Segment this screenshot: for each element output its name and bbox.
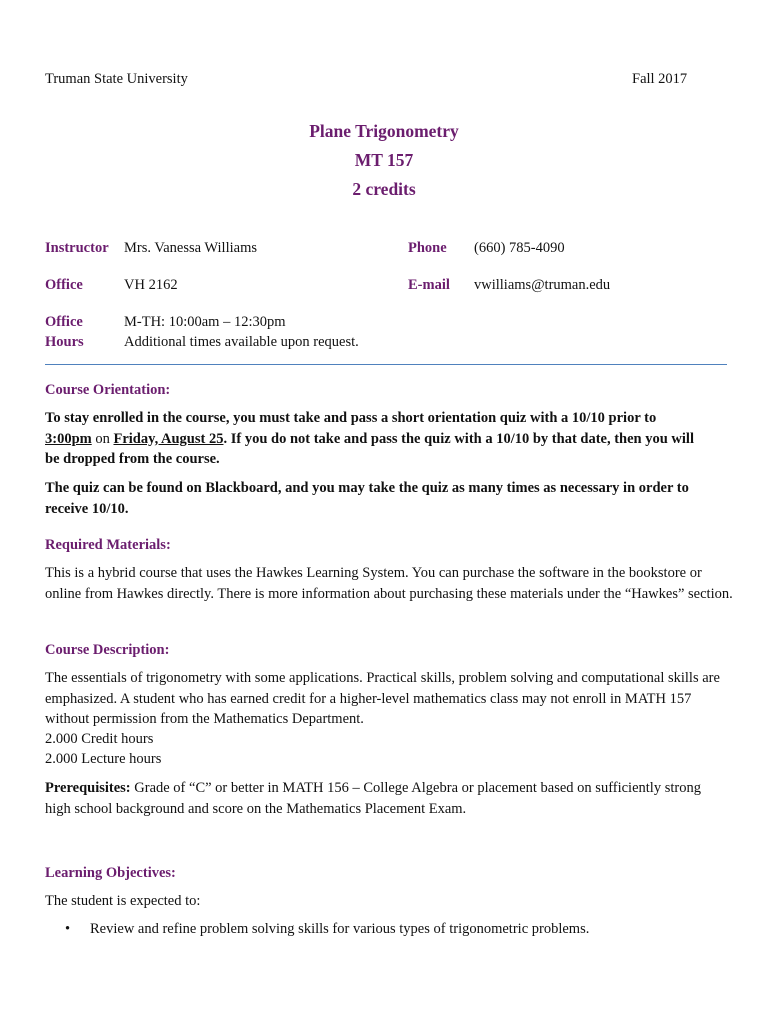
office-hours-value: M-TH: 10:00am – 12:30pm <box>124 314 286 330</box>
term-label: Fall 2017 <box>632 71 688 87</box>
course-code: MT 157 <box>354 150 414 170</box>
objectives-list <box>45 919 725 940</box>
office-hours-note: Additional times available upon request. <box>124 334 359 350</box>
orientation-paragraph-2: The quiz can be found on Blackboard, and you may take the quiz as many times as necessary in order to receive 10/10. <box>45 480 689 517</box>
bullet-icon: • <box>65 921 71 937</box>
orientation-paragraph-1 <box>45 408 735 470</box>
office-value: VH 2162 <box>124 277 178 293</box>
institution-name: Truman State University <box>45 71 188 87</box>
lecture-hours: 2.000 Lecture hours <box>45 751 162 767</box>
deadline-date: Friday, August 25 <box>113 430 224 447</box>
objectives-heading: Learning Objectives: <box>45 865 176 881</box>
course-title: Plane Trigonometry <box>309 121 459 141</box>
orientation-line-1: To stay enrolled in the course, you must take and pass a short orientation quiz with a 10/10 prior to <box>45 410 657 426</box>
course-title-block <box>0 117 768 204</box>
objectives-intro: The student is expected to: <box>45 893 201 909</box>
phone-label: Phone <box>408 240 447 256</box>
course-credits: 2 credits <box>352 179 416 199</box>
materials-heading: Required Materials: <box>45 537 171 553</box>
prerequisites <box>45 778 720 819</box>
prerequisites-label: Prerequisites: <box>45 780 131 796</box>
office-label: Office <box>45 277 83 293</box>
office-hours-label-line2: Hours <box>45 334 84 350</box>
instructor-value: Mrs. Vanessa Williams <box>124 240 257 256</box>
instructor-label: Instructor <box>45 240 109 256</box>
phone-value: (660) 785-4090 <box>474 240 565 256</box>
section-divider <box>45 364 727 365</box>
description-text: The essentials of trigonometry with some applications. Practical skills, problem solving and computational skills are emphasized. A student who has earned credit for a higher-level mathematics class may not enroll in MATH 157 without permission from the Mathematics Department. <box>45 670 720 727</box>
email-label: E-mail <box>408 277 450 293</box>
orientation-line-3: be dropped from the course. <box>45 451 220 467</box>
orientation-line-2-rest: . If you do not take and pass the quiz with a 10/10 by that date, then you will <box>223 430 694 447</box>
email-value[interactable]: vwilliams@truman.edu <box>474 277 611 293</box>
office-hours-label-line1: Office <box>45 314 83 330</box>
deadline-time: 3:00pm <box>45 430 92 447</box>
prerequisites-text: Grade of “C” or better in MATH 156 – College Algebra or placement based on sufficiently strong high school background and score on the Mathematics Placement Exam. <box>45 780 701 817</box>
orientation-heading: Course Orientation: <box>45 382 171 398</box>
description-heading: Course Description: <box>45 642 170 658</box>
orientation-line-2 <box>45 429 735 450</box>
materials-text: This is a hybrid course that uses the Hawkes Learning System. You can purchase the software in the bookstore or online from Hawkes directly. There is more information about purchasing these materials under the “Hawkes” section. <box>45 565 733 602</box>
objective-text: Review and refine problem solving skills for various types of trigonometric problems. <box>90 921 590 937</box>
list-item <box>45 919 725 940</box>
deadline-on: on <box>91 430 114 447</box>
credit-hours: 2.000 Credit hours <box>45 731 154 747</box>
